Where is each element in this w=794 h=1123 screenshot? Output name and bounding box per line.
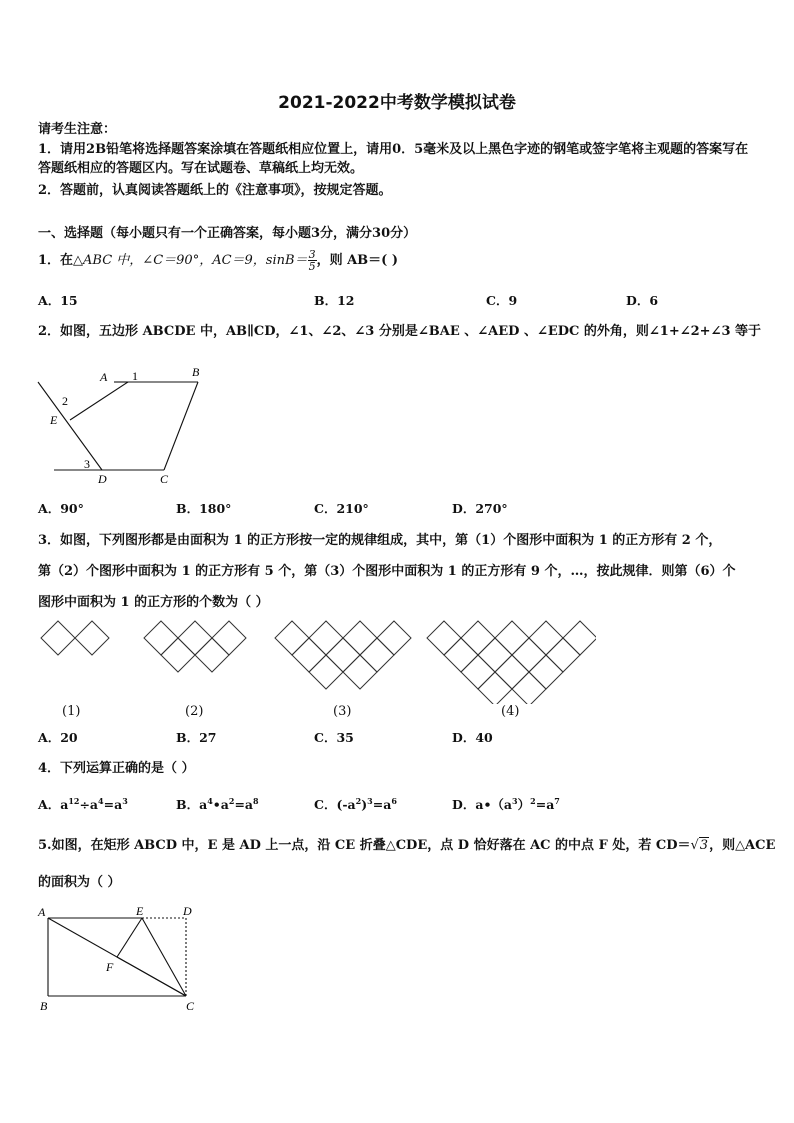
q4-b-rest: =a bbox=[234, 797, 254, 812]
q2-label-c: C bbox=[160, 472, 169, 486]
q4-a-label: A． bbox=[38, 797, 61, 812]
q3-option-d[interactable]: D．40 bbox=[452, 730, 493, 745]
q5-stem-line-1: 5.如图，在矩形 ABCD 中，E 是 AD 上一点，沿 CE 折叠△CDE，点 D 恰好落在 AC 的中点 F 处，若 CD＝√3，则△ACE bbox=[38, 838, 776, 853]
q2-option-a[interactable]: A．90° bbox=[38, 501, 84, 516]
exam-title: 2021-2022中考数学模拟试卷 bbox=[278, 93, 516, 113]
q2-label-d: D bbox=[98, 472, 107, 486]
notice-item-1: 1．请用2B铅笔将选择题答案涂填在答题纸相应位置上，请用0．5毫米及以上黑色字迹的钢笔或签字笔将主观题的答案写在答题纸相应的答题区内。写在试题卷、草稿纸上均无效。 bbox=[38, 142, 749, 176]
q5-label-d: D bbox=[183, 904, 192, 918]
q4-c-exp3: 6 bbox=[391, 795, 397, 806]
notice-item-2: 2．答题前，认真阅读答题纸上的《注意事项》，按规定答题。 bbox=[38, 183, 392, 198]
q1-option-b[interactable]: B．12 bbox=[314, 293, 355, 308]
q2-option-d[interactable]: D．270° bbox=[452, 501, 508, 516]
q2-label-b: B bbox=[192, 365, 200, 379]
q5-rectangle-figure bbox=[36, 902, 206, 1017]
q1-frac-den: 5 bbox=[308, 260, 316, 273]
q1-option-c[interactable]: C．9 bbox=[486, 293, 518, 308]
q4-d-rest: =a bbox=[535, 797, 555, 812]
q4-option-c[interactable] bbox=[314, 795, 397, 813]
q5-label-f: F bbox=[106, 960, 114, 974]
q4-c-rest: =a bbox=[372, 797, 392, 812]
q4-a-exp2: 4 bbox=[98, 795, 104, 806]
q4-b-exp1: 4 bbox=[207, 795, 213, 806]
q4-a-base: a bbox=[60, 797, 69, 812]
q4-a-exp3: 3 bbox=[122, 795, 128, 806]
q2-label-3: 3 bbox=[84, 457, 90, 471]
q3-option-c[interactable]: C．35 bbox=[314, 730, 354, 745]
q2-label-e: E bbox=[50, 413, 58, 427]
q5-sqrt-value: 3 bbox=[699, 838, 709, 853]
q2-label-2: 2 bbox=[62, 394, 68, 408]
q4-d-base: a•（a bbox=[475, 797, 513, 812]
q3-square-pattern-figure bbox=[36, 614, 596, 704]
q2-label-a: A bbox=[100, 370, 108, 384]
q4-option-b[interactable] bbox=[176, 795, 259, 813]
q5-stem-b: ，则△ACE bbox=[709, 838, 776, 853]
q2-label-1: 1 bbox=[132, 369, 138, 383]
q4-d-op: ） bbox=[517, 797, 531, 812]
q3-stem-line-1: 3．如图，下列图形都是由面积为 1 的正方形按一定的规律组成，其中，第（1）个图形中面积为 1 的正方形有 2 个， bbox=[38, 533, 722, 548]
q1-suffix: ，则 AB＝( ) bbox=[316, 253, 398, 268]
q2-option-c[interactable]: C．210° bbox=[314, 501, 369, 516]
q1-fraction bbox=[308, 249, 317, 272]
q2-option-b[interactable]: B．180° bbox=[176, 501, 232, 516]
q4-a-op: ÷a bbox=[79, 797, 99, 812]
q3-stem-line-3: 图形中面积为 1 的正方形的个数为（ ） bbox=[38, 595, 269, 610]
q4-b-exp3: 8 bbox=[253, 795, 259, 806]
q4-d-label: D． bbox=[452, 797, 476, 812]
q5-label-b: B bbox=[40, 999, 48, 1013]
q1-prefix: 1．在 bbox=[38, 253, 74, 268]
q5-label-a: A bbox=[38, 905, 46, 919]
q4-a-rest: =a bbox=[103, 797, 123, 812]
q3-stem-line-2: 第（2）个图形中面积为 1 的正方形有 5 个，第（3）个图形中面积为 1 的正方形有 9 个，…，按此规律．则第（6）个 bbox=[38, 564, 736, 579]
q3-caption-3: (3) bbox=[333, 704, 352, 719]
q1-stem bbox=[38, 246, 398, 276]
q4-b-exp2: 2 bbox=[228, 795, 235, 806]
q4-option-d[interactable] bbox=[452, 795, 560, 813]
q1-condition: △ABC 中，∠C＝90°，AC＝9，sinB＝ bbox=[73, 253, 308, 268]
q3-caption-4: (4) bbox=[501, 704, 520, 719]
q2-stem: 2．如图，五边形 ABCDE 中，AB∥CD，∠1、∠2、∠3 分别是∠BAE 、∠AED 、∠EDC 的外角，则∠1+∠2+∠3 等于 bbox=[38, 324, 762, 339]
q3-option-b[interactable]: B．27 bbox=[176, 730, 217, 745]
q1-option-a[interactable]: A．15 bbox=[38, 293, 78, 308]
q3-caption-1: (1) bbox=[62, 704, 81, 719]
notice-heading: 请考生注意： bbox=[38, 122, 117, 137]
q5-label-c: C bbox=[186, 999, 195, 1013]
q4-d-exp3: 7 bbox=[554, 795, 560, 806]
q4-c-op: ) bbox=[361, 797, 368, 812]
q1-frac-num: 3 bbox=[308, 248, 316, 261]
q4-d-exp2: 2 bbox=[530, 795, 536, 806]
q4-stem: 4．下列运算正确的是（ ） bbox=[38, 761, 195, 776]
q5-label-e: E bbox=[136, 904, 144, 918]
q5-stem-a: 5.如图，在矩形 ABCD 中，E 是 AD 上一点，沿 CE 折叠△CDE，点 D 恰好落在 AC 的中点 F 处，若 CD＝ bbox=[38, 838, 691, 853]
q3-caption-2: (2) bbox=[185, 704, 204, 719]
q4-c-label: C． bbox=[314, 797, 337, 812]
q4-b-base: a bbox=[199, 797, 208, 812]
q4-option-a[interactable] bbox=[38, 795, 128, 813]
q4-c-exp2: 3 bbox=[367, 795, 373, 806]
q1-option-d[interactable]: D．6 bbox=[626, 293, 659, 308]
q2-pentagon-figure bbox=[36, 362, 216, 487]
q4-d-exp1: 3 bbox=[512, 795, 518, 806]
q4-c-base: (-a bbox=[336, 797, 356, 812]
q3-option-a[interactable]: A．20 bbox=[38, 730, 78, 745]
section-heading: 一、选择题（每小题只有一个正确答案，每小题3分，满分30分） bbox=[38, 226, 417, 241]
q5-stem-line-2: 的面积为（ ） bbox=[38, 875, 121, 890]
q4-b-op: •a bbox=[212, 797, 229, 812]
q4-b-label: B． bbox=[176, 797, 200, 812]
q4-c-exp1: 2 bbox=[355, 795, 362, 806]
q4-a-exp1: 12 bbox=[68, 795, 80, 806]
